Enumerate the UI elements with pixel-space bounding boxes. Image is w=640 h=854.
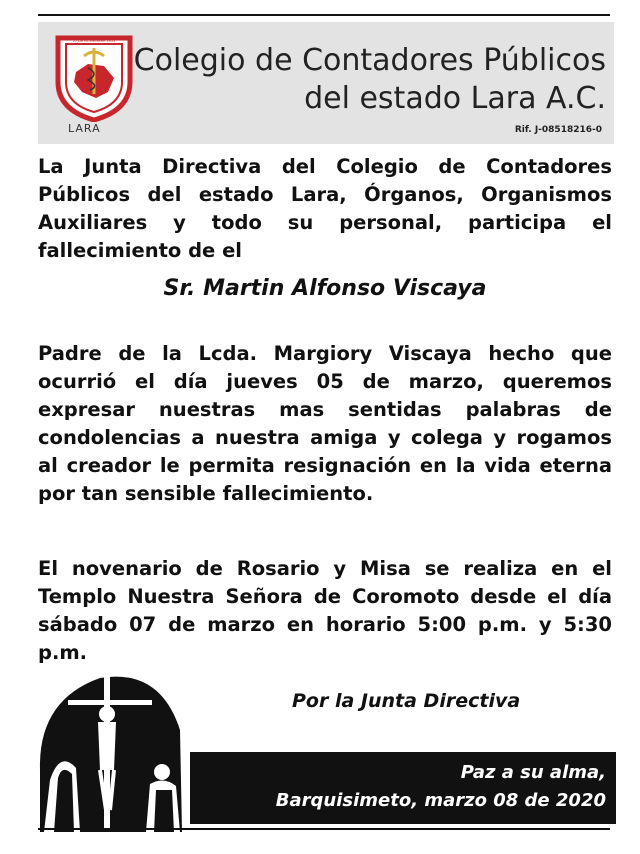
bottom-rule [38,828,610,830]
footer-banner [190,752,616,824]
crucifixion-illustration-icon [30,660,190,832]
signature-line: Por la Junta Directiva [292,690,521,712]
rif-number: Rif. J-08518216-0 [514,125,602,135]
seal-city-label: LARA [68,122,101,135]
footer-place-date: Barquisimeto, marzo 08 de 2020 [275,790,606,811]
condolence-paragraph: Padre de la Lcda. Margiory Viscaya hecho que ocurrió el día jueves 05 de marzo, queremos expresar nuestras mas sentidas palabras de condolencias a nuestra amiga y colega y rogamos al creador le permita resignación en la vida eterna por tan sensible fallecimiento. [38,342,612,505]
institution-seal-icon [52,32,136,122]
service-details-paragraph: El novenario de Rosario y Misa se realiza en el Templo Nuestra Señora de Coromoto desde el día sábado 07 de marzo en horario 5:00 p.m. y 5:30 p.m. [38,557,612,664]
footer-farewell: Paz a su alma, [460,762,606,783]
deceased-name: Sr. Martin Alfonso Viscaya [163,276,487,301]
org-name-line1: Colegio de Contadores Públicos [133,43,606,78]
announcement-paragraph: La Junta Directiva del Colegio de Contadores Públicos del estado Lara, Órganos, Organismos Auxiliares y todo su personal, participa el fallecimiento de el [38,155,612,262]
seal-top-text: 27 DE NOVIEMBRE 1955 [72,39,116,43]
organization-name [134,42,606,118]
org-name-line2: del estado Lara A.C. [304,81,606,116]
top-rule [38,14,610,16]
letterhead [38,22,614,144]
